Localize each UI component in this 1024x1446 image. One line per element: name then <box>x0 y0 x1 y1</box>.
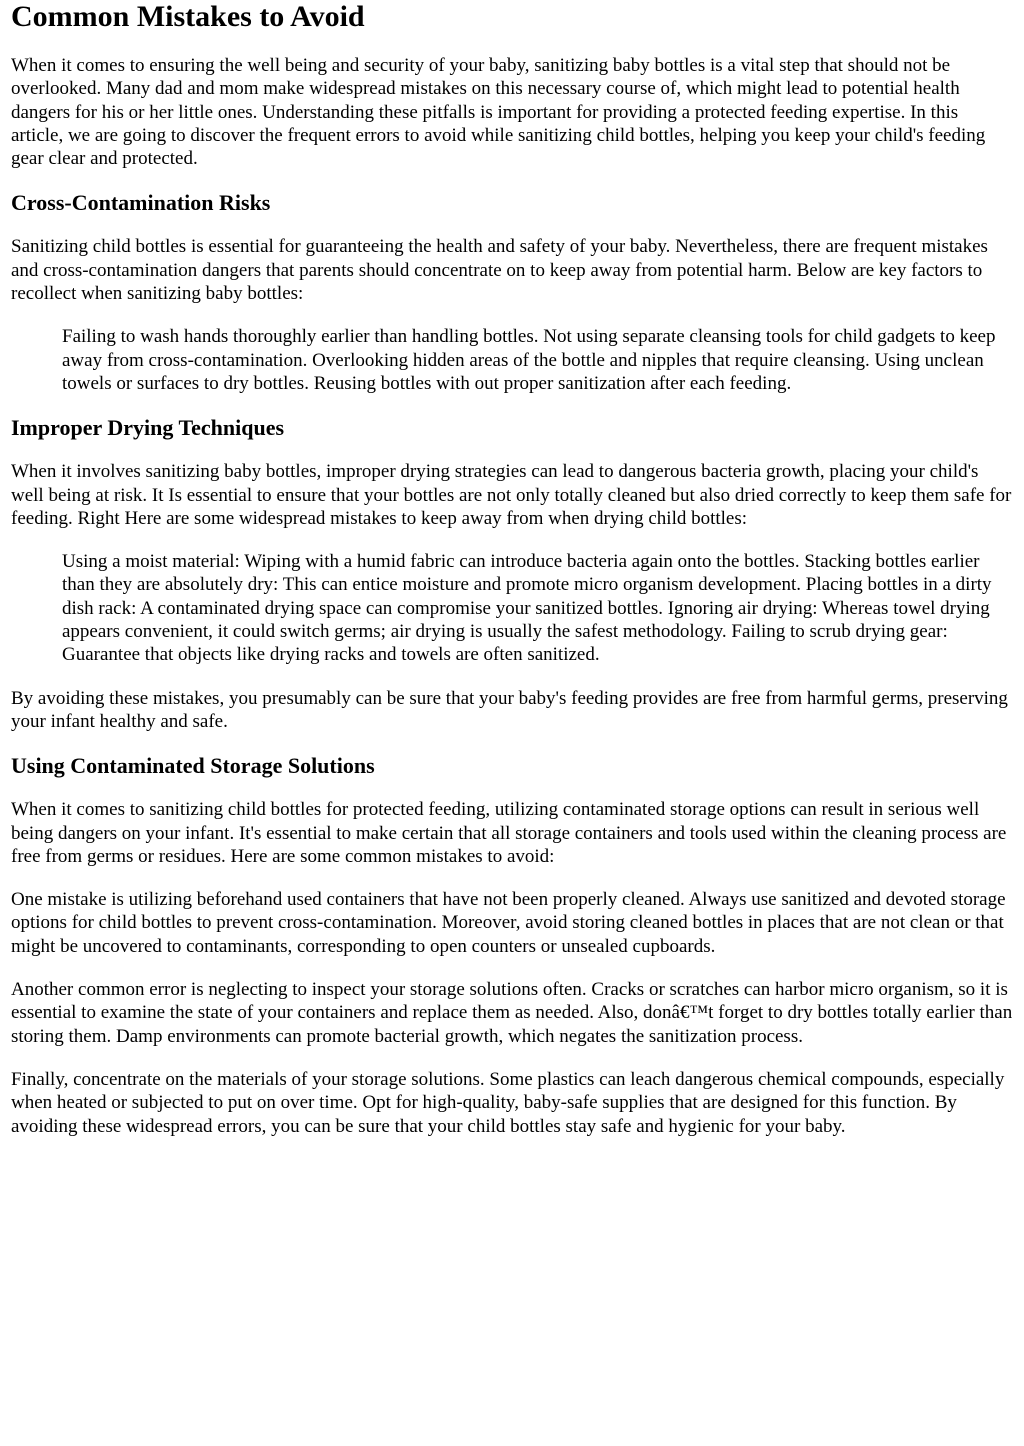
section-improper-drying <box>11 415 1013 733</box>
intro-paragraph: When it comes to ensuring the well being and security of your baby, sanitizing baby bottles is a vital step that should not be overlooked. Many dad and mom make widespread mistakes on this necessary course of, which might lead to potential health dangers for his or her little ones. Understanding these pitfalls is important for providing a protected feeding expertise. In this article, we are going to discover the frequent errors to avoid while sanitizing child bottles, helping you keep your child's feeding gear clear and protected. <box>11 55 986 170</box>
section-paragraph: Another common error is neglecting to inspect your storage solutions often. Cracks or scratches can harbor micro organism, so it is essential to examine the state of your containers and replace them as needed. Also, donâ€™t forget to dry bottles totally earlier than storing them. Damp environments can promote bacterial growth, which negates the sanitization process. <box>11 979 1013 1047</box>
section-heading: Using Contaminated Storage Solutions <box>11 753 375 779</box>
section-contaminated-storage <box>11 753 1013 1138</box>
page-title: Common Mistakes to Avoid <box>11 0 365 33</box>
section-paragraph: Sanitizing child bottles is essential for guaranteeing the health and safety of your baby. Nevertheless, there are frequent mistakes and cross-contamination dangers that parents should concentrate on to keep away from potential harm. Below are key factors to recollect when sanitizing baby bottles: <box>11 236 988 305</box>
section-heading: Cross-Contamination Risks <box>11 190 271 216</box>
section-paragraph: When it involves sanitizing baby bottles, improper drying strategies can lead to dangerous bacteria growth, placing your child's well being at risk. It Is essential to ensure that your bottles are not only totally cleaned but also dried correctly to keep them safe for feeding. Right Here are some widespread mistakes to keep away from when drying child bottles: <box>11 461 1012 529</box>
section-paragraph: One mistake is utilizing beforehand used containers that have not been properly cleaned. Always use sanitized and devoted storage options for child bottles to prevent cross-contamination. Moreover, avoid storing cleaned bottles in places that are not clean or that might be uncovered to contaminants, corresponding to open counters or unsealed cupboards. <box>11 889 1006 957</box>
section-heading: Improper Drying Techniques <box>11 415 285 441</box>
section-paragraph: By avoiding these mistakes, you presumably can be sure that your baby's feeding provides are free from harmful germs, preserving your infant healthy and safe. <box>11 687 1008 732</box>
section-blockquote: Using a moist material: Wiping with a humid fabric can introduce bacteria again onto the bottles. Stacking bottles earlier than they are absolutely dry: This can entice moisture and promote micro organism development. Placing bottles in a dirty dish rack: A contaminated drying space can compromise your sanitized bottles. Ignoring air drying: Whereas towel drying appears convenient, it could switch germs; air drying is usually the safest methodology. Failing to scrub drying gear: Guarantee that objects like drying racks and towels are often sanitized. <box>62 551 992 666</box>
section-blockquote: Failing to wash hands thoroughly earlier than handling bottles. Not using separate cleansing tools for child gadgets to keep away from cross-contamination. Overlooking hidden areas of the bottle and nipples that require cleansing. Using unclean towels or surfaces to dry bottles. Reusing bottles with out proper sanitization after each feeding. <box>62 326 996 394</box>
article <box>11 0 1013 1138</box>
section-paragraph: Finally, concentrate on the materials of your storage solutions. Some plastics can leach dangerous chemical compounds, especially when heated or subjected to put on over time. Opt for high-quality, baby-safe supplies that are designed for this function. By avoiding these widespread errors, you can be sure that your child bottles stay safe and hygienic for your baby. <box>11 1068 1005 1137</box>
section-paragraph: When it comes to sanitizing child bottles for protected feeding, utilizing contaminated storage options can result in serious well being dangers on your infant. It's essential to make certain that all storage containers and tools used within the cleaning process are free from germs or residues. Here are some common mistakes to avoid: <box>11 799 1007 867</box>
section-cross-contamination <box>11 190 1013 395</box>
